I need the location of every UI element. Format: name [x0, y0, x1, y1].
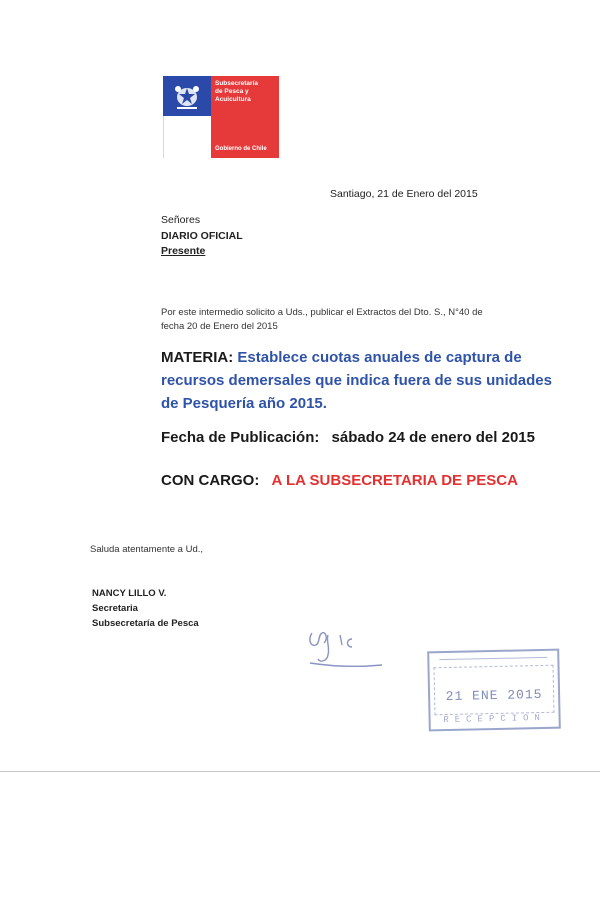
materia-line-3: de Pesquería año 2015.: [161, 395, 327, 412]
materia-line-2: recursos demersales que indica fuera de sus unidades: [161, 372, 552, 389]
reception-stamp: [427, 649, 561, 732]
subpesca-logo: [163, 76, 279, 158]
stamp-date: 21 ENE 2015: [445, 686, 543, 705]
coat-of-arms-icon: [170, 79, 204, 113]
cargo-value: A LA SUBSECRETARIA DE PESCA: [271, 472, 518, 489]
stamp-label: RECEPCION: [443, 712, 546, 726]
body-line-2: fecha 20 de Enero del 2015: [161, 321, 278, 332]
publicacion-value: sábado 24 de enero del 2015: [331, 429, 535, 446]
materia-line-1: Establece cuotas anuales de captura de: [237, 349, 522, 366]
logo-white-block: [163, 116, 211, 158]
recipient-salutation: Señores: [161, 214, 201, 226]
logo-line-3: Acuicultura: [215, 96, 251, 103]
materia-label: MATERIA:: [161, 349, 234, 366]
recipient-presente: Presente: [161, 245, 206, 257]
logo-line-2: de Pesca y: [215, 88, 249, 95]
logo-gobierno: Gobierno de Chile: [215, 146, 267, 152]
publicacion-row: [161, 429, 535, 446]
materia-row-1: [161, 349, 522, 366]
stamp-top-line: [439, 657, 547, 664]
logo-blue-block: [163, 76, 211, 116]
page-divider: [0, 771, 600, 772]
signer-office: Subsecretaría de Pesca: [92, 618, 199, 629]
handwritten-initials: [306, 625, 386, 673]
publicacion-label: Fecha de Publicación:: [161, 429, 320, 446]
cargo-label: CON CARGO:: [161, 472, 260, 489]
logo-text: [215, 80, 258, 104]
letter-date: Santiago, 21 de Enero del 2015: [330, 188, 478, 200]
closing: Saluda atentamente a Ud.,: [90, 544, 204, 555]
body-line-1: Por este intermedio solicito a Uds., publicar el Extractos del Dto. S., N°40 de: [161, 307, 483, 318]
recipient-org: DIARIO OFICIAL: [161, 230, 243, 242]
signer-name: NANCY LILLO V.: [92, 588, 167, 599]
signer-title: Secretaria: [92, 603, 138, 614]
cargo-row: [161, 472, 518, 489]
logo-line-1: Subsecretaría: [215, 80, 258, 87]
